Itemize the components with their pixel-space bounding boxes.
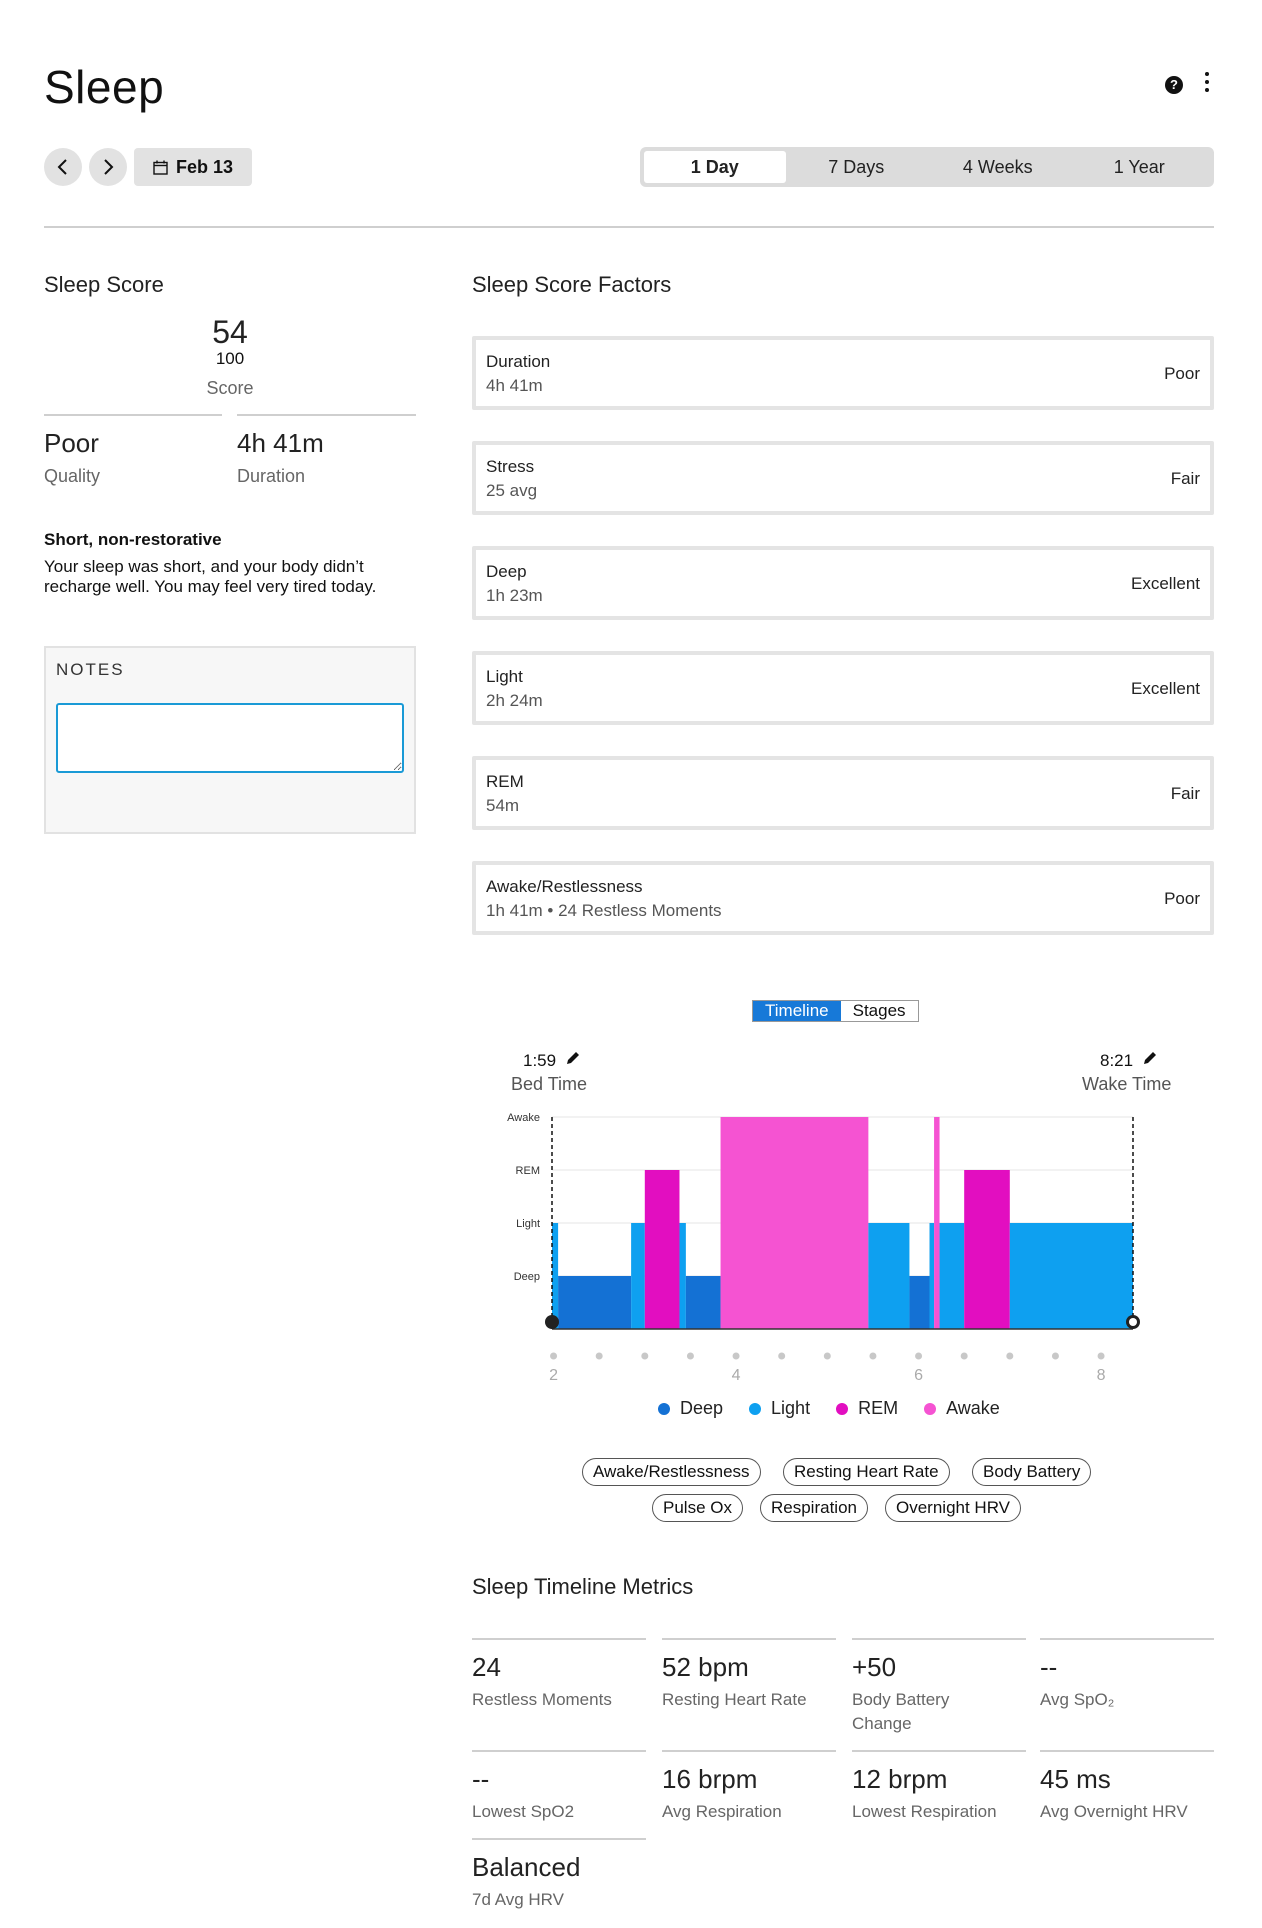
date-label: Feb 13 xyxy=(175,156,234,177)
legend-item-rem xyxy=(836,1398,898,1419)
pencil-icon xyxy=(1142,1050,1158,1066)
notes-input[interactable] xyxy=(56,703,404,773)
metric-label: Lowest Respiration xyxy=(852,1802,997,1821)
quality-divider xyxy=(44,414,222,416)
factor-stress[interactable] xyxy=(472,441,1214,515)
legend-item-deep xyxy=(658,1398,723,1419)
legend-dot xyxy=(836,1403,848,1415)
duration-value: 4h 41m xyxy=(237,428,324,458)
factor-duration[interactable] xyxy=(472,336,1214,410)
stage-segment-light xyxy=(868,1223,909,1329)
bed-time-edit[interactable] xyxy=(523,1050,581,1071)
timeline-stages-toggle xyxy=(752,1000,919,1022)
notes-label: NOTES xyxy=(56,660,125,679)
stage-segment-light xyxy=(631,1223,645,1329)
range-selector xyxy=(640,147,1214,187)
pencil-icon xyxy=(565,1050,581,1066)
wake-time-value: 8:21 xyxy=(1100,1051,1134,1070)
x-tick-dot xyxy=(824,1353,831,1360)
metric-label: Restless Moments xyxy=(472,1690,612,1709)
legend-dot xyxy=(658,1403,670,1415)
chevron-left-icon xyxy=(56,159,70,175)
factor-name: Light xyxy=(486,667,523,686)
wake-time-label: Wake Time xyxy=(1082,1074,1172,1094)
metric-divider xyxy=(662,1750,836,1752)
metric-label: Avg Respiration xyxy=(662,1802,782,1821)
next-day-button[interactable] xyxy=(89,148,127,186)
range-4-weeks[interactable]: 4 Weeks xyxy=(962,157,1033,177)
x-tick-dot xyxy=(733,1353,740,1360)
factor-value: 25 avg xyxy=(486,481,538,500)
wake-clock-face xyxy=(1129,1318,1137,1326)
factor-rating: Poor xyxy=(1164,889,1200,908)
metric-divider xyxy=(1040,1638,1214,1640)
y-tick-label: Deep xyxy=(513,1271,540,1283)
x-tick-label: 4 xyxy=(731,1367,741,1384)
x-tick-label: 8 xyxy=(1096,1367,1106,1384)
metric-value: +50 xyxy=(852,1652,897,1682)
factor-rating: Poor xyxy=(1164,364,1200,383)
duration-divider xyxy=(237,414,416,416)
tab-timeline[interactable]: Timeline xyxy=(753,1001,841,1021)
chip-body-battery[interactable]: Body Battery xyxy=(972,1458,1091,1486)
calendar-icon xyxy=(153,160,168,175)
metric-value: Balanced xyxy=(472,1852,581,1882)
metric-label: 7d Avg HRV xyxy=(472,1890,564,1909)
factor-light[interactable] xyxy=(472,651,1214,725)
metric-divider xyxy=(472,1838,646,1840)
header-divider xyxy=(44,226,1214,228)
metric-value: 12 brpm xyxy=(852,1764,948,1794)
sleep-start-icon xyxy=(545,1315,559,1329)
legend-item-awake xyxy=(924,1398,1000,1419)
sleep-score-max: 100 xyxy=(215,349,245,368)
metric-divider xyxy=(662,1638,836,1640)
y-tick-label: REM xyxy=(515,1165,540,1177)
chip-pulse-ox[interactable]: Pulse Ox xyxy=(652,1494,743,1522)
x-tick-dot xyxy=(778,1353,785,1360)
metric-label: Avg Overnight HRV xyxy=(1040,1802,1188,1821)
range-1-day[interactable]: 1 Day xyxy=(644,151,786,183)
stage-segment-rem xyxy=(645,1170,680,1329)
metric-label: Body Battery Change xyxy=(852,1690,950,1733)
stage-segment-rem xyxy=(964,1170,1010,1329)
stage-segment-light xyxy=(552,1223,558,1329)
y-tick-label: Light xyxy=(516,1218,540,1230)
x-tick-dot xyxy=(869,1353,876,1360)
factor-name: Stress xyxy=(486,457,535,476)
stage-segment-deep xyxy=(558,1276,631,1329)
range-7-days[interactable]: 7 Days xyxy=(828,157,885,177)
x-tick-dot xyxy=(915,1353,922,1360)
wake-time-edit[interactable] xyxy=(1100,1050,1158,1071)
metric-value: 45 ms xyxy=(1040,1764,1111,1794)
date-picker-button[interactable] xyxy=(134,148,252,186)
bed-time-label: Bed Time xyxy=(511,1074,588,1094)
x-tick-dot xyxy=(961,1353,968,1360)
metric-value: 52 bpm xyxy=(662,1652,749,1682)
x-tick-label: 2 xyxy=(549,1367,559,1384)
factor-name: Awake/Restlessness xyxy=(486,877,643,896)
legend-label: Awake xyxy=(946,1398,1000,1418)
legend-dot xyxy=(749,1403,761,1415)
chip-awake-restlessness[interactable]: Awake/Restlessness xyxy=(582,1458,761,1486)
quality-label: Quality xyxy=(44,466,101,486)
x-tick-dot xyxy=(1098,1353,1105,1360)
factor-name: Deep xyxy=(486,562,527,581)
metric-label: Resting Heart Rate xyxy=(662,1690,807,1709)
more-options-icon[interactable] xyxy=(1202,72,1212,94)
factor-value: 2h 24m xyxy=(486,691,543,710)
sleep-timeline-chart xyxy=(0,1100,1262,1400)
factor-rating: Excellent xyxy=(1131,574,1200,593)
factor-name: REM xyxy=(486,772,524,791)
sleep-score-factors-title: Sleep Score Factors xyxy=(472,272,672,297)
legend-label: Deep xyxy=(680,1398,724,1418)
tab-stages[interactable]: Stages xyxy=(852,1001,906,1020)
factor-name: Duration xyxy=(486,352,551,371)
sleep-score-label: Score xyxy=(206,378,254,398)
metric-divider xyxy=(852,1750,1026,1752)
range-1-year[interactable]: 1 Year xyxy=(1113,157,1165,177)
stage-segment-light xyxy=(940,1223,965,1329)
stage-segment-light xyxy=(679,1223,685,1329)
stage-segment-light xyxy=(930,1223,935,1329)
help-icon[interactable]: ? xyxy=(1165,76,1183,94)
stage-segment-deep xyxy=(909,1276,929,1329)
chevron-right-icon xyxy=(101,159,115,175)
metric-label: Avg SpO₂ xyxy=(1040,1690,1115,1709)
stage-segment-light xyxy=(1010,1223,1133,1329)
x-tick-dot xyxy=(596,1353,603,1360)
x-tick-dot xyxy=(550,1353,557,1360)
factor-rating: Fair xyxy=(1170,784,1200,803)
legend-label: Light xyxy=(771,1398,811,1418)
stage-segment-awake xyxy=(934,1117,939,1329)
metric-divider xyxy=(472,1750,646,1752)
metric-divider xyxy=(472,1638,646,1640)
legend-label: REM xyxy=(858,1398,899,1418)
x-tick-dot xyxy=(641,1353,648,1360)
factor-rating: Excellent xyxy=(1131,679,1200,698)
stage-segment-deep xyxy=(686,1276,721,1329)
chart-legend xyxy=(658,1398,1000,1419)
metric-label: Lowest SpO2 xyxy=(472,1802,575,1821)
metric-value: 16 brpm xyxy=(662,1764,758,1794)
chip-resting-heart-rate[interactable]: Resting Heart Rate xyxy=(783,1458,950,1486)
sleep-score-value: 54 xyxy=(212,314,248,350)
x-tick-dot xyxy=(1006,1353,1013,1360)
factor-value: 4h 41m xyxy=(486,376,543,395)
metric-value: -- xyxy=(472,1764,490,1794)
metric-divider xyxy=(1040,1750,1214,1752)
chip-overnight-hrv[interactable]: Overnight HRV xyxy=(885,1494,1021,1522)
sleep-summary-title: Short, non-restorative xyxy=(44,530,222,549)
chip-respiration[interactable]: Respiration xyxy=(760,1494,868,1522)
factor-value: 54m xyxy=(486,796,520,815)
notes-panel xyxy=(44,646,416,834)
metric-divider xyxy=(852,1638,1026,1640)
previous-day-button[interactable] xyxy=(44,148,82,186)
quality-value: Poor xyxy=(44,428,99,458)
metric-value: -- xyxy=(1040,1652,1058,1682)
factor-awake-restlessness[interactable] xyxy=(472,861,1214,935)
factor-rating: Fair xyxy=(1170,469,1200,488)
x-tick-dot xyxy=(687,1353,694,1360)
sleep-timeline-metrics-title: Sleep Timeline Metrics xyxy=(472,1574,694,1599)
legend-dot xyxy=(924,1403,936,1415)
bed-time-value: 1:59 xyxy=(523,1051,557,1070)
metric-value: 24 xyxy=(472,1652,501,1682)
factor-deep[interactable] xyxy=(472,546,1214,620)
x-tick-label: 6 xyxy=(914,1367,924,1384)
stage-segment-awake xyxy=(721,1117,869,1329)
page-title: Sleep xyxy=(44,61,165,113)
factor-value: 1h 41m • 24 Restless Moments xyxy=(486,901,722,920)
factor-rem[interactable] xyxy=(472,756,1214,830)
x-tick-dot xyxy=(1052,1353,1059,1360)
legend-item-light xyxy=(749,1398,810,1419)
duration-label: Duration xyxy=(237,466,306,486)
factor-value: 1h 23m xyxy=(486,586,543,605)
y-tick-label: Awake xyxy=(507,1112,540,1124)
sleep-summary-text: Your sleep was short, and your body didn’t recharge well. You may feel very tired today. xyxy=(44,557,377,596)
sleep-score-title: Sleep Score xyxy=(44,272,164,297)
